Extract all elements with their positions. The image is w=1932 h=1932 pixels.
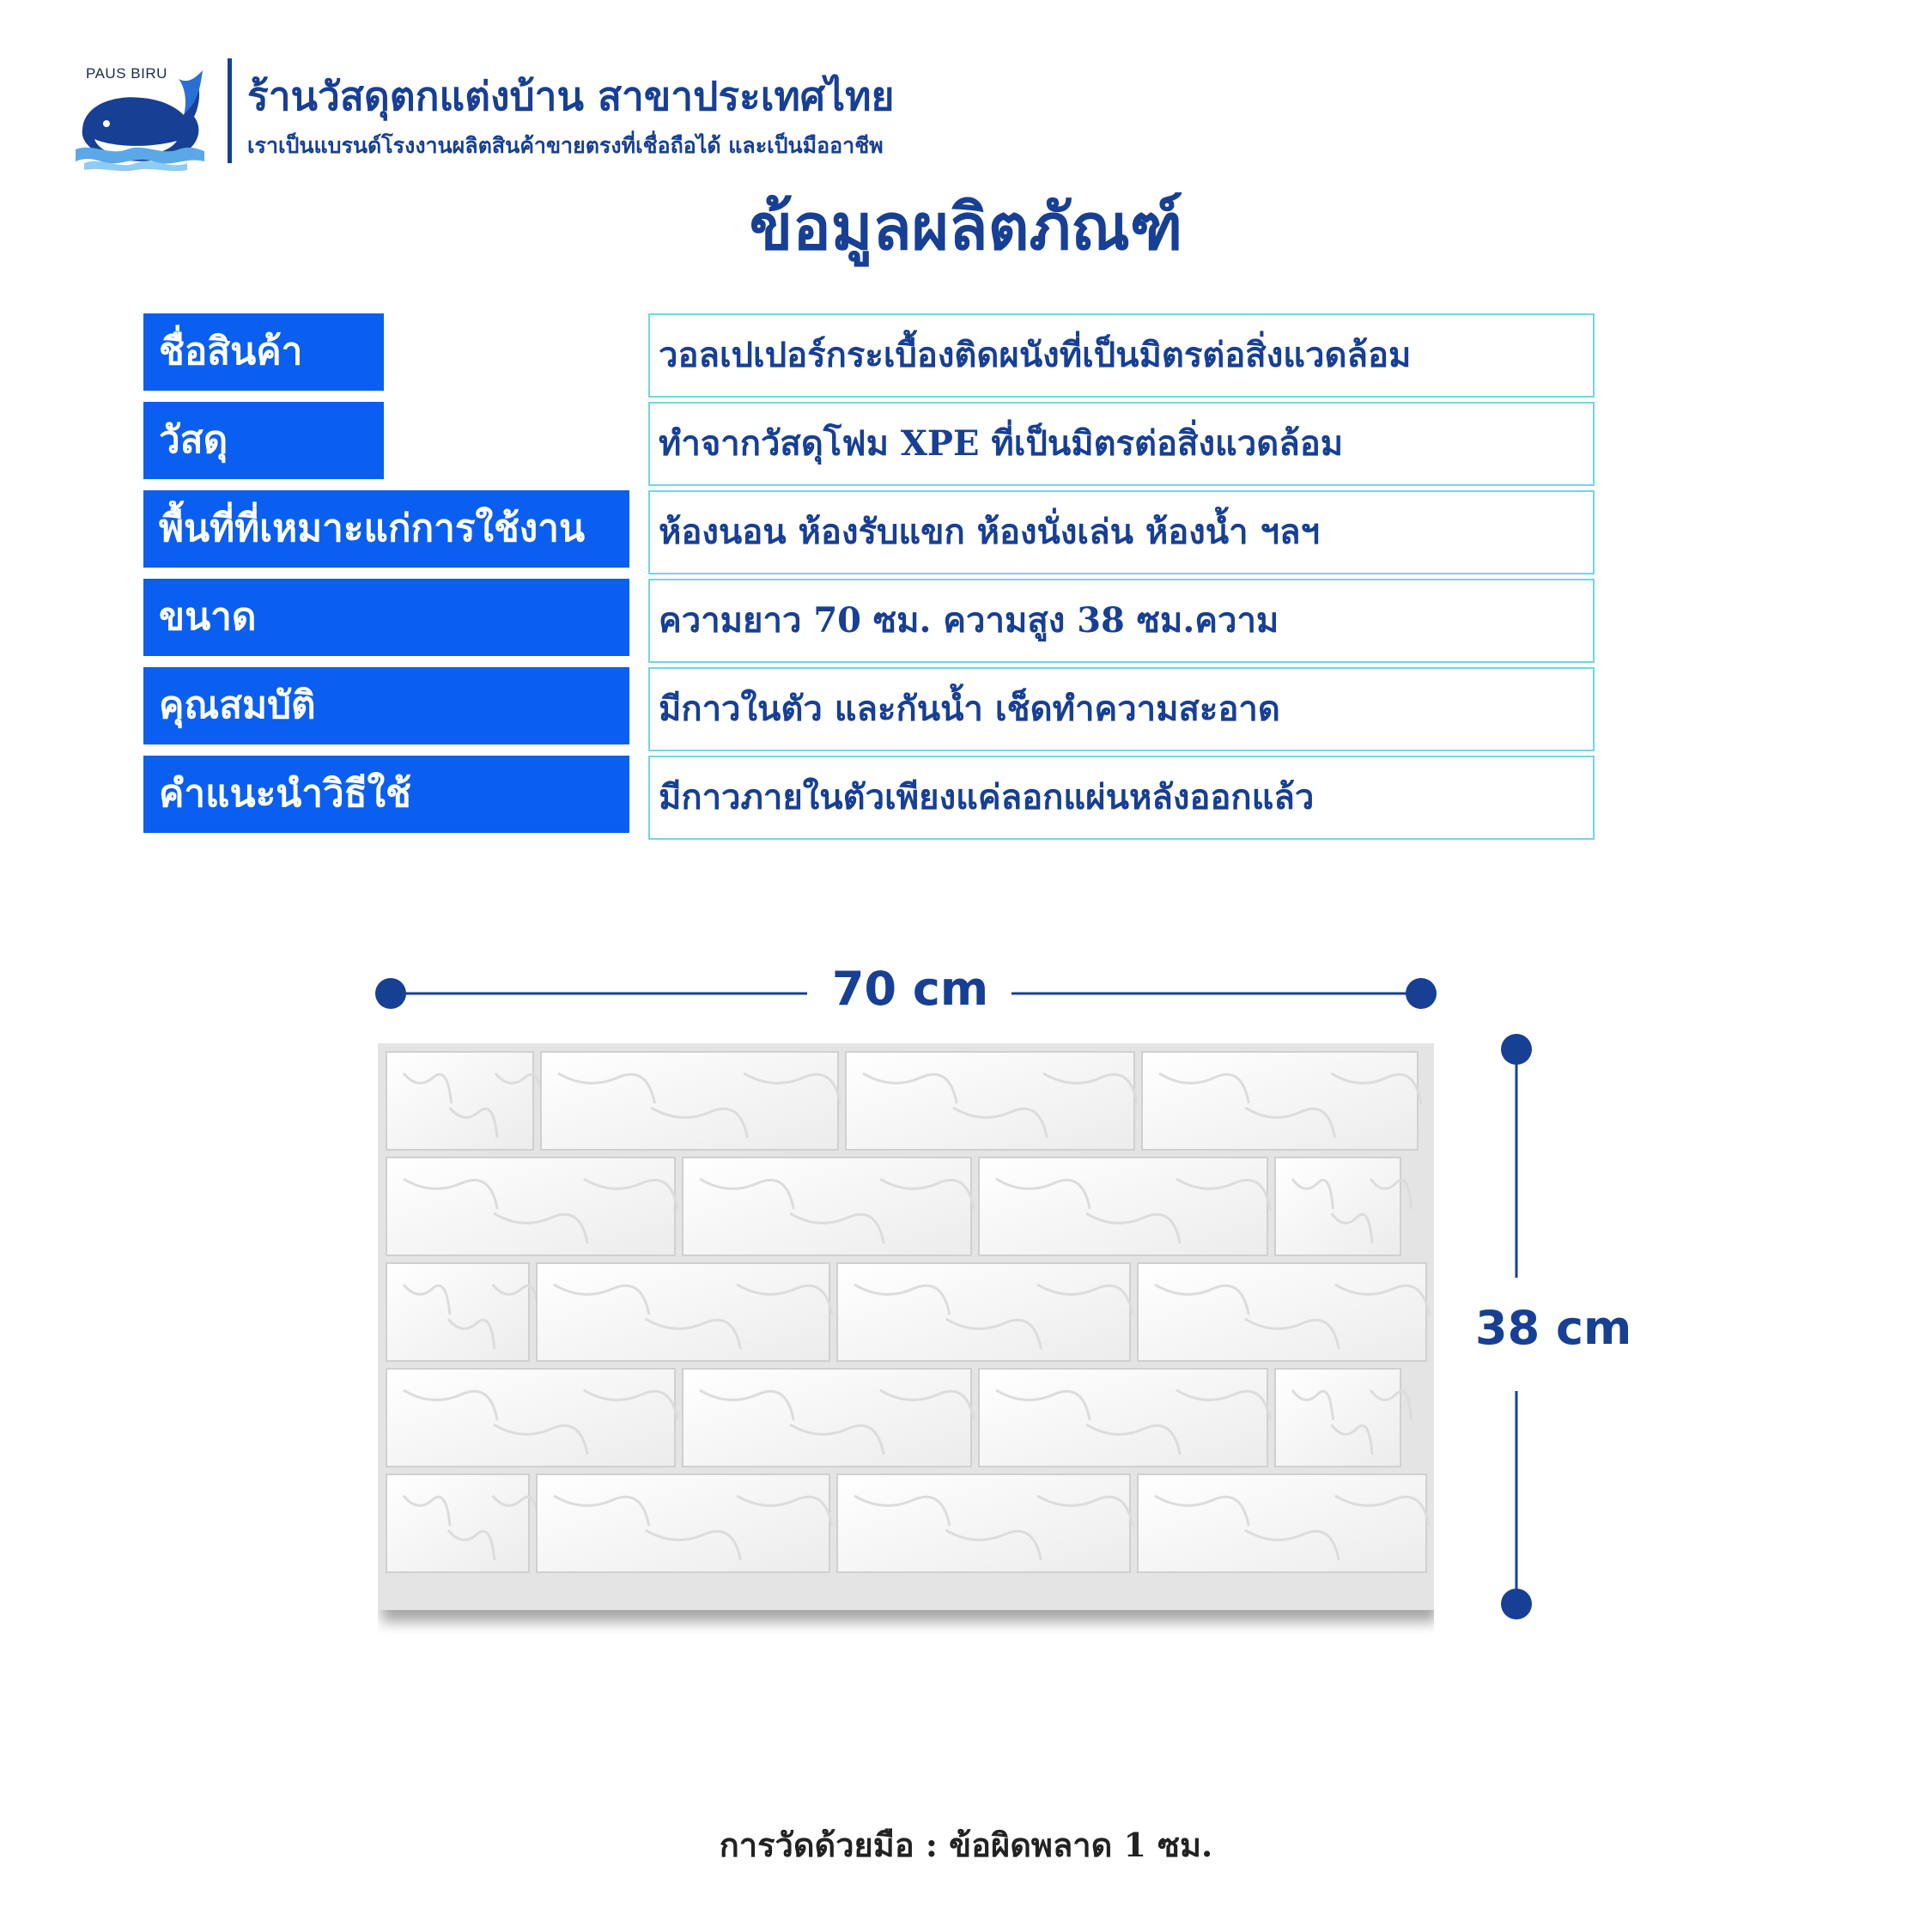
page-title: ข้อมูลผลิตภัณฑ์ [749, 191, 1183, 264]
brick [1138, 1474, 1426, 1572]
brick [537, 1263, 829, 1361]
brick [1142, 1052, 1418, 1150]
header [76, 53, 1106, 173]
spec-row-usage-area [143, 490, 1595, 574]
brand-name: PAUS BIRU [86, 65, 167, 82]
spec-label: วัสดุ [143, 402, 384, 479]
brick [386, 1052, 533, 1150]
spec-label: ขนาด [143, 579, 629, 656]
height-label: 38 cm [1475, 1301, 1632, 1355]
spec-value: มีกาวในตัว และกันน้ำ เช็ดทำความสะอาด [648, 667, 1595, 751]
spec-row-material [143, 402, 1595, 486]
store-tagline: เราเป็นแบรนด์โรงงานผลิตสินค้าขายตรงที่เชื่อถือได้ และเป็นมืออาชีพ [247, 133, 884, 158]
brick [683, 1369, 971, 1467]
brick [541, 1052, 838, 1150]
spec-row-features [143, 667, 1595, 751]
spec-value: วอลเปเปอร์กระเบื้องติดผนังที่เป็นมิตรต่อสิ่งแวดล้อม [648, 313, 1595, 398]
width-label: 70 cm [831, 962, 989, 1016]
spec-row-product-name [143, 313, 1595, 398]
spec-value: ห้องนอน ห้องรับแขก ห้องนั่งเล่น ห้องน้ำ ฯลฯ [648, 490, 1595, 574]
height-endpoint-bottom [1501, 1589, 1532, 1619]
width-endpoint-right [1406, 978, 1437, 1009]
spec-value: ความยาว 70 ซม. ความสูง 38 ซม.ความ [648, 579, 1595, 663]
brick [386, 1157, 675, 1255]
spec-label: ชื่อสินค้า [143, 313, 384, 391]
store-name: ร้านวัสดุตกแต่งบ้าน สาขาประเทศไทย [247, 73, 895, 119]
whale-logo [76, 53, 204, 173]
spec-row-size [143, 579, 1595, 663]
brick [537, 1474, 829, 1572]
brick [386, 1369, 675, 1467]
brick [386, 1263, 529, 1361]
dimension-diagram [0, 945, 1932, 1717]
brick [979, 1157, 1267, 1255]
header-divider [228, 58, 232, 163]
brick-wall-panel [378, 1043, 1434, 1636]
spec-label: คุณสมบัติ [143, 667, 629, 744]
spec-value: มีกาวภายในตัวเพียงแค่ลอกแผ่นหลังออกแล้ว [648, 756, 1595, 840]
brick [1275, 1369, 1400, 1467]
measurement-note: การวัดด้วยมือ : ข้อผิดพลาด 1 ซม. [719, 1826, 1213, 1864]
brick [386, 1474, 529, 1572]
spec-row-instructions [143, 756, 1595, 840]
brick [979, 1369, 1267, 1467]
brick-panel-image [378, 1043, 1434, 1636]
width-endpoint-left [375, 978, 406, 1009]
brick [1138, 1263, 1426, 1361]
brick [837, 1263, 1130, 1361]
brick [683, 1157, 971, 1255]
brick [837, 1474, 1130, 1572]
spec-value: ทำจากวัสดุโฟม XPE ที่เป็นมิตรต่อสิ่งแวดล้อม [648, 402, 1595, 486]
brick [1275, 1157, 1400, 1255]
spec-label: พื้นที่ที่เหมาะแก่การใช้งาน [143, 490, 629, 568]
spec-label: คำแนะนำวิธีใช้ [143, 756, 629, 833]
height-endpoint-top [1501, 1034, 1532, 1065]
brick [846, 1052, 1134, 1150]
